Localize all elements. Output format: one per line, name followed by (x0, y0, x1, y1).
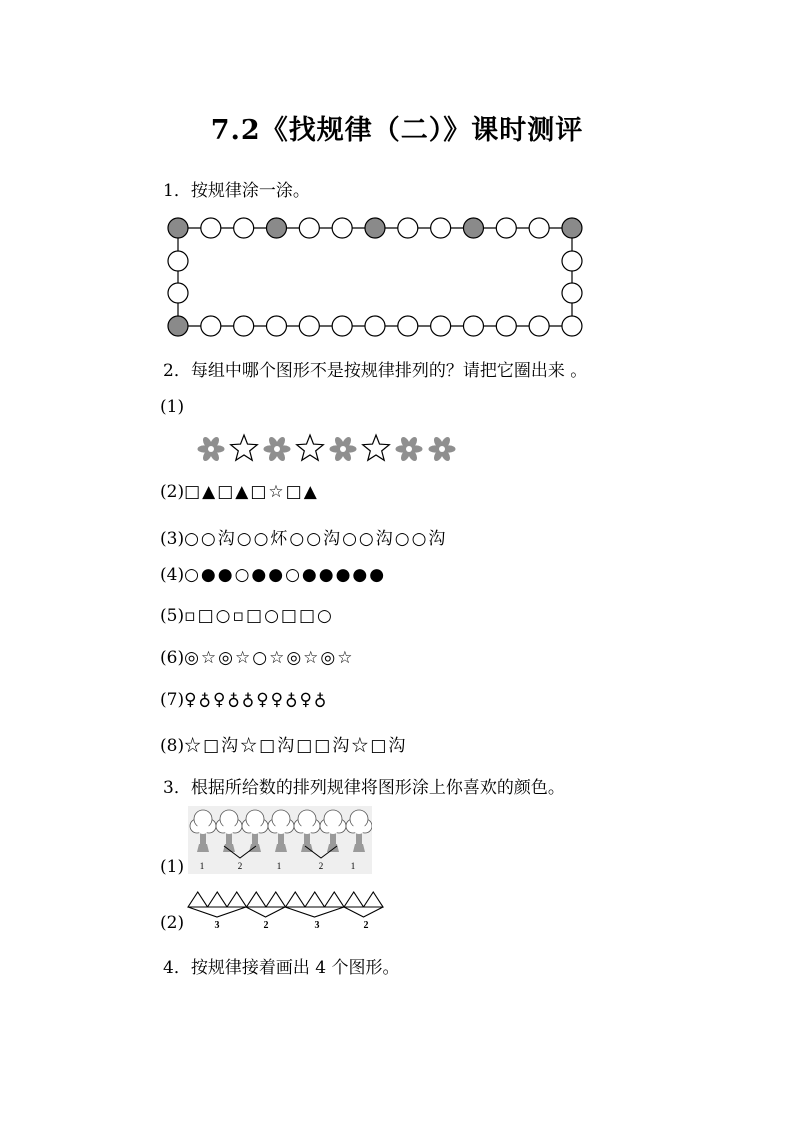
q2-item-2 (160, 482, 319, 502)
q1-circle (234, 218, 254, 238)
triangle-shape (266, 892, 286, 907)
q2-item-6-sequence: ◎☆◎☆○☆◎☆◎☆ (184, 648, 355, 668)
triangle-shape (286, 892, 306, 907)
flower-shape (429, 436, 456, 463)
q1-circle (266, 218, 286, 238)
q3-1-num-2: 2 (237, 861, 243, 871)
q1-circle (168, 251, 188, 271)
triangle-shape (364, 892, 384, 907)
q1-circle (529, 316, 549, 336)
q1-circle (299, 218, 319, 238)
q1-circle-frame (160, 215, 590, 340)
q1-circle (529, 218, 549, 238)
q1-circle (562, 251, 582, 271)
q1-circle (463, 218, 483, 238)
q2-item-6 (160, 648, 354, 668)
q2-item-3-sequence: ○○沟○○炋○○沟○○沟○○沟 (184, 529, 448, 549)
question-2-text: 2．每组中哪个图形不是按规律排列的？请把它圈出来 。 (163, 361, 588, 381)
q1-circle (398, 316, 418, 336)
q1-circle (496, 218, 516, 238)
q1-circle (266, 316, 286, 336)
q1-circle (168, 316, 188, 336)
q1-circle (463, 316, 483, 336)
q3-2-num-4: 2 (363, 920, 369, 931)
triangle-shape (305, 892, 325, 907)
q2-item-7-sequence: ♀♁♀♁♁♀♀♁♀♁ (184, 690, 329, 710)
q2-item-1-sequence (195, 432, 465, 466)
star-shape (363, 435, 390, 460)
q1-circle (332, 218, 352, 238)
q3-triangle-row (186, 888, 390, 932)
q2-item-8-sequence: ☆□沟☆□沟□□沟☆□沟 (184, 736, 408, 756)
q1-circle (201, 316, 221, 336)
q1-circle (332, 316, 352, 336)
triangle-shape (344, 892, 364, 907)
flower-shape (264, 436, 291, 463)
page-title: 7.2《找规律（二）》课时测评 (210, 115, 584, 146)
question-3-text: 3．根据所给数的排列规律将图形涂上你喜欢的颜色。 (163, 778, 565, 798)
q1-circle (431, 218, 451, 238)
q1-circle (562, 218, 582, 238)
q3-1-num-3: 1 (276, 861, 282, 871)
q2-item-1-label: (1) (160, 397, 185, 417)
q3-2-num-1: 3 (214, 920, 220, 931)
q2-item-4 (160, 565, 386, 585)
triangle-shape (227, 892, 247, 907)
q1-circle (201, 218, 221, 238)
q3-2-label: (2) (160, 913, 185, 933)
q1-circle (168, 218, 188, 238)
q1-circle (431, 316, 451, 336)
q1-circle (562, 316, 582, 336)
q1-circle (234, 316, 254, 336)
q3-1-num-1: 1 (199, 861, 205, 871)
question-4-text: 4．按规律接着画出 4 个图形。 (163, 958, 400, 978)
q1-circle (398, 218, 418, 238)
q2-item-4-sequence: ○●●○●●○●●●●● (184, 565, 387, 585)
flower-shape (198, 436, 225, 463)
q2-item-7 (160, 690, 328, 710)
triangle-shape (247, 892, 267, 907)
q1-circle (299, 316, 319, 336)
q2-item-5-sequence: ▫□○▫□○□□○ (184, 606, 334, 626)
q3-2-num-3: 3 (314, 920, 320, 931)
q1-circle (365, 218, 385, 238)
star-shape (231, 435, 258, 460)
q2-item-5 (160, 606, 334, 626)
q2-item-7-label: (7) (160, 690, 185, 710)
star-shape (297, 435, 324, 460)
q2-item-4-label: (4) (160, 565, 185, 585)
q3-2-num-2: 2 (263, 920, 269, 931)
q1-circle (562, 283, 582, 303)
q2-item-2-sequence: □▲□▲□☆□▲ (184, 482, 319, 502)
q1-circle (168, 283, 188, 303)
q3-1-num-4: 2 (318, 861, 324, 871)
triangle-shape (208, 892, 228, 907)
q2-item-5-label: (5) (160, 606, 185, 626)
q3-1-num-5: 1 (350, 861, 356, 871)
q3-1-label: (1) (160, 857, 185, 877)
q2-item-3-label: (3) (160, 529, 185, 549)
flower-shape (330, 436, 357, 463)
q3-tree-row (188, 806, 372, 874)
flower-shape (396, 436, 423, 463)
q1-circle (365, 316, 385, 336)
q1-circle (496, 316, 516, 336)
q2-item-8-label: (8) (160, 736, 185, 756)
triangle-shape (188, 892, 208, 907)
q2-item-2-label: (2) (160, 482, 185, 502)
triangle-shape (325, 892, 345, 907)
q2-item-6-label: (6) (160, 648, 185, 668)
question-1-text: 1．按规律涂一涂。 (163, 181, 310, 201)
q2-item-8 (160, 731, 407, 756)
q2-item-3 (160, 524, 447, 549)
